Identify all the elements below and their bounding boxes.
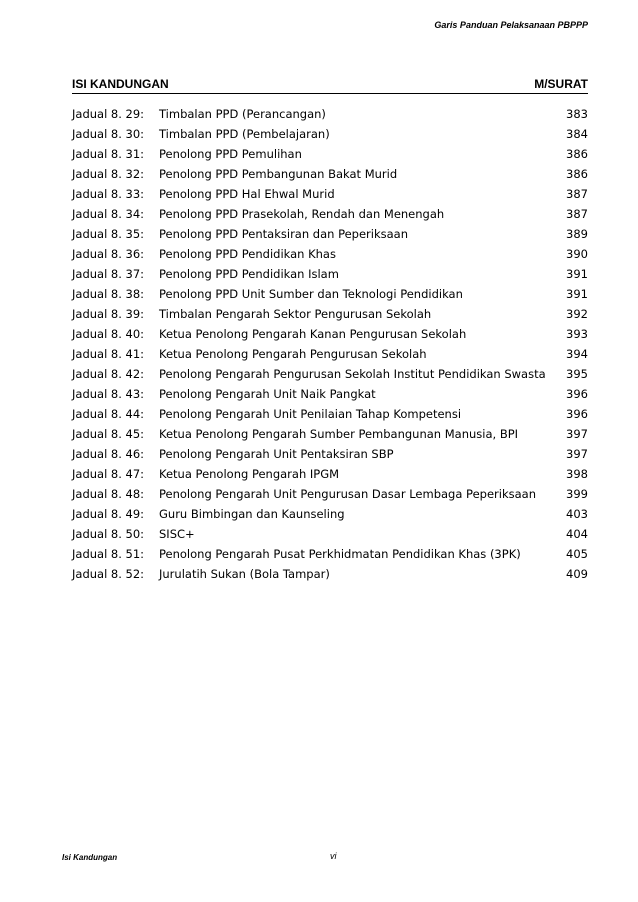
footer-page-number: vi: [330, 851, 337, 861]
toc-entry-title: Ketua Penolong Pengarah Sumber Pembangunan Manusia, BPI: [159, 427, 519, 441]
toc-entry-number: Jadual 8. 46:: [72, 447, 145, 461]
toc-entry-title: Penolong PPD Prasekolah, Rendah dan Menengah: [159, 207, 445, 221]
toc-entry[interactable]: [72, 164, 588, 184]
toc-entry-number: Jadual 8. 29:: [72, 107, 145, 121]
toc-entry-number: Jadual 8. 38:: [72, 287, 145, 301]
toc-entry-page: 394: [566, 347, 588, 361]
toc-entry[interactable]: [72, 544, 588, 564]
footer-section-label: Isi Kandungan: [62, 853, 118, 862]
toc-entry-title: Penolong Pengarah Unit Penilaian Tahap Kompetensi: [159, 407, 462, 421]
toc-entry[interactable]: [72, 484, 588, 504]
toc-entry-title: Penolong PPD Pendidikan Islam: [159, 267, 339, 281]
toc-entry-page: 386: [566, 147, 588, 161]
toc-entry-title: Timbalan Pengarah Sektor Pengurusan Sekolah: [159, 307, 432, 321]
toc-entry[interactable]: [72, 124, 588, 144]
toc-entry-number: Jadual 8. 50:: [72, 527, 145, 541]
toc-entry[interactable]: [72, 144, 588, 164]
toc-entry[interactable]: [72, 304, 588, 324]
toc-entry-number: Jadual 8. 42:: [72, 367, 145, 381]
toc-entry-page: 389: [566, 227, 588, 241]
toc-entry-number: Jadual 8. 35:: [72, 227, 145, 241]
toc-entry[interactable]: [72, 424, 588, 444]
toc-entry-title: Penolong PPD Pentaksiran dan Peperiksaan: [159, 227, 409, 241]
toc-entry-title: Penolong PPD Hal Ehwal Murid: [159, 187, 335, 201]
toc-entry-page: 383: [566, 107, 588, 121]
toc-entry-number: Jadual 8. 45:: [72, 427, 145, 441]
toc-entry-title: Ketua Penolong Pengarah IPGM: [159, 467, 340, 481]
toc-entry-number: Jadual 8. 36:: [72, 247, 145, 261]
toc-entry[interactable]: [72, 224, 588, 244]
toc-entry-page: 391: [566, 267, 588, 281]
toc-entry-page: 409: [566, 567, 588, 581]
toc-heading-title: ISI KANDUNGAN: [72, 77, 169, 91]
toc-entry-number: Jadual 8. 43:: [72, 387, 145, 401]
toc-entry-page: 393: [566, 327, 588, 341]
toc-entry-number: Jadual 8. 30:: [72, 127, 145, 141]
toc-entry-title: Penolong PPD Pendidikan Khas: [159, 247, 336, 261]
toc-heading-row: [72, 77, 588, 94]
toc-entry[interactable]: [72, 284, 588, 304]
toc-entry-page: 399: [566, 487, 588, 501]
toc-entry-number: Jadual 8. 47:: [72, 467, 145, 481]
toc-entry-page: 384: [566, 127, 588, 141]
toc-entry-number: Jadual 8. 32:: [72, 167, 145, 181]
toc-entry[interactable]: [72, 104, 588, 124]
toc-entry-page: 404: [566, 527, 588, 541]
toc-entry[interactable]: [72, 264, 588, 284]
toc-entry-title: SISC+: [159, 527, 195, 541]
toc-entry-number: Jadual 8. 51:: [72, 547, 145, 561]
toc-entry[interactable]: [72, 324, 588, 344]
toc-entry[interactable]: [72, 384, 588, 404]
toc-entry-number: Jadual 8. 41:: [72, 347, 145, 361]
toc-entry-number: Jadual 8. 31:: [72, 147, 145, 161]
toc-list: [72, 104, 588, 584]
toc-entry-page: 386: [566, 167, 588, 181]
toc-entry[interactable]: [72, 184, 588, 204]
toc-entry-title: Jurulatih Sukan (Bola Tampar): [159, 567, 330, 581]
toc-entry-number: Jadual 8. 52:: [72, 567, 145, 581]
toc-entry[interactable]: [72, 364, 588, 384]
toc-entry-title: Penolong PPD Unit Sumber dan Teknologi Pendidikan: [159, 287, 463, 301]
toc-entry-number: Jadual 8. 48:: [72, 487, 145, 501]
toc-entry[interactable]: [72, 504, 588, 524]
toc-entry[interactable]: [72, 464, 588, 484]
toc-heading-page-label: M/SURAT: [534, 77, 588, 91]
toc-entry-number: Jadual 8. 44:: [72, 407, 145, 421]
toc-entry[interactable]: [72, 204, 588, 224]
toc-entry-page: 395: [566, 367, 588, 381]
toc-entry-page: 397: [566, 427, 588, 441]
toc-entry-title: Penolong PPD Pemulihan: [159, 147, 302, 161]
toc-entry-title: Ketua Penolong Pengarah Pengurusan Sekolah: [159, 347, 427, 361]
toc-entry-title: Timbalan PPD (Perancangan): [159, 107, 326, 121]
toc-entry[interactable]: [72, 524, 588, 544]
toc-entry-title: Penolong Pengarah Unit Pengurusan Dasar Lembaga Peperiksaan: [159, 487, 536, 501]
toc-entry-title: Timbalan PPD (Pembelajaran): [159, 127, 330, 141]
toc-entry-page: 390: [566, 247, 588, 261]
toc-entry-page: 387: [566, 207, 588, 221]
toc-entry[interactable]: [72, 564, 588, 584]
toc-entry-title: Ketua Penolong Pengarah Kanan Pengurusan Sekolah: [159, 327, 467, 341]
toc-entry[interactable]: [72, 444, 588, 464]
toc-entry-page: 396: [566, 387, 588, 401]
toc-entry-title: Penolong PPD Pembangunan Bakat Murid: [159, 167, 398, 181]
toc-entry-page: 387: [566, 187, 588, 201]
toc-entry-number: Jadual 8. 49:: [72, 507, 145, 521]
toc-entry-number: Jadual 8. 39:: [72, 307, 145, 321]
toc-entry-title: Guru Bimbingan dan Kaunseling: [159, 507, 345, 521]
toc-entry[interactable]: [72, 344, 588, 364]
toc-entry-title: Penolong Pengarah Unit Naik Pangkat: [159, 387, 376, 401]
toc-entry-page: 398: [566, 467, 588, 481]
toc-entry-page: 391: [566, 287, 588, 301]
toc-entry-title: Penolong Pengarah Pengurusan Sekolah Institut Pendidikan Swasta: [159, 367, 546, 381]
toc-entry[interactable]: [72, 404, 588, 424]
toc-entry-title: Penolong Pengarah Unit Pentaksiran SBP: [159, 447, 394, 461]
toc-entry[interactable]: [72, 244, 588, 264]
toc-entry-page: 397: [566, 447, 588, 461]
document-header-title: Garis Panduan Pelaksanaan PBPPP: [434, 20, 588, 30]
toc-entry-title: Penolong Pengarah Pusat Perkhidmatan Pendidikan Khas (3PK): [159, 547, 521, 561]
toc-entry-page: 392: [566, 307, 588, 321]
toc-entry-page: 405: [566, 547, 588, 561]
toc-entry-number: Jadual 8. 33:: [72, 187, 145, 201]
toc-entry-page: 396: [566, 407, 588, 421]
toc-entry-number: Jadual 8. 34:: [72, 207, 145, 221]
toc-entry-number: Jadual 8. 37:: [72, 267, 145, 281]
toc-entry-page: 403: [566, 507, 588, 521]
toc-entry-number: Jadual 8. 40:: [72, 327, 145, 341]
